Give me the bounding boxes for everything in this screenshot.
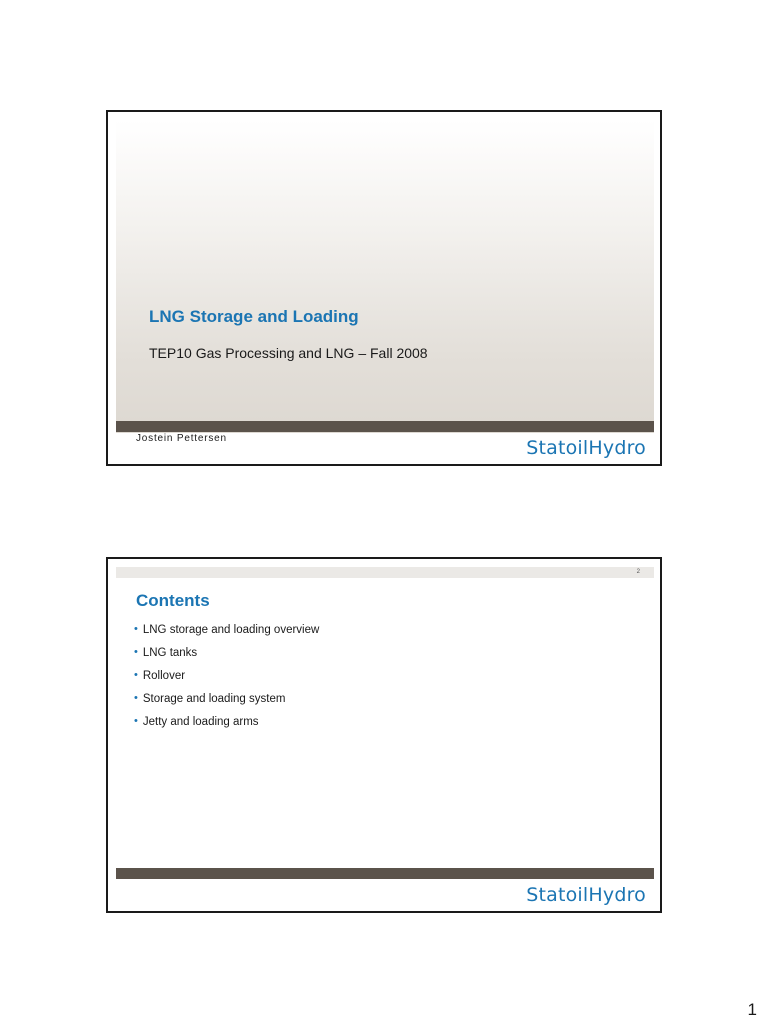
slide-2 xyxy=(106,557,662,913)
slide-subtitle: TEP10 Gas Processing and LNG – Fall 2008 xyxy=(149,345,428,361)
list-item xyxy=(134,692,319,715)
header-bar xyxy=(116,567,654,578)
list-item-label: LNG storage and loading overview xyxy=(142,624,320,636)
bullet-icon: • xyxy=(134,623,138,635)
slide-title: LNG Storage and Loading xyxy=(149,307,359,326)
list-item xyxy=(134,669,319,692)
list-item xyxy=(134,623,319,646)
statoilhydro-logo: StatoilHydro xyxy=(526,884,646,906)
slide-title: Contents xyxy=(136,591,210,610)
statoilhydro-logo: StatoilHydro xyxy=(526,437,646,459)
list-item-label: Rollover xyxy=(142,670,186,682)
list-item xyxy=(134,715,319,738)
contents-list xyxy=(134,623,319,738)
document-page-number: 1 xyxy=(747,1000,757,1019)
list-item xyxy=(134,646,319,669)
bullet-icon: • xyxy=(134,669,138,681)
list-item-label: Storage and loading system xyxy=(142,693,286,705)
bullet-icon: • xyxy=(134,692,138,704)
bullet-icon: • xyxy=(134,715,138,727)
author-name: Jostein Pettersen xyxy=(136,433,227,444)
slide-background xyxy=(116,120,654,433)
bullet-icon: • xyxy=(134,646,138,658)
list-item-label: Jetty and loading arms xyxy=(142,716,259,728)
slide-page-number: 2 xyxy=(636,569,640,575)
footer-bar xyxy=(116,421,654,432)
slide-1 xyxy=(106,110,662,466)
footer-bar xyxy=(116,868,654,879)
list-item-label: LNG tanks xyxy=(142,647,198,659)
